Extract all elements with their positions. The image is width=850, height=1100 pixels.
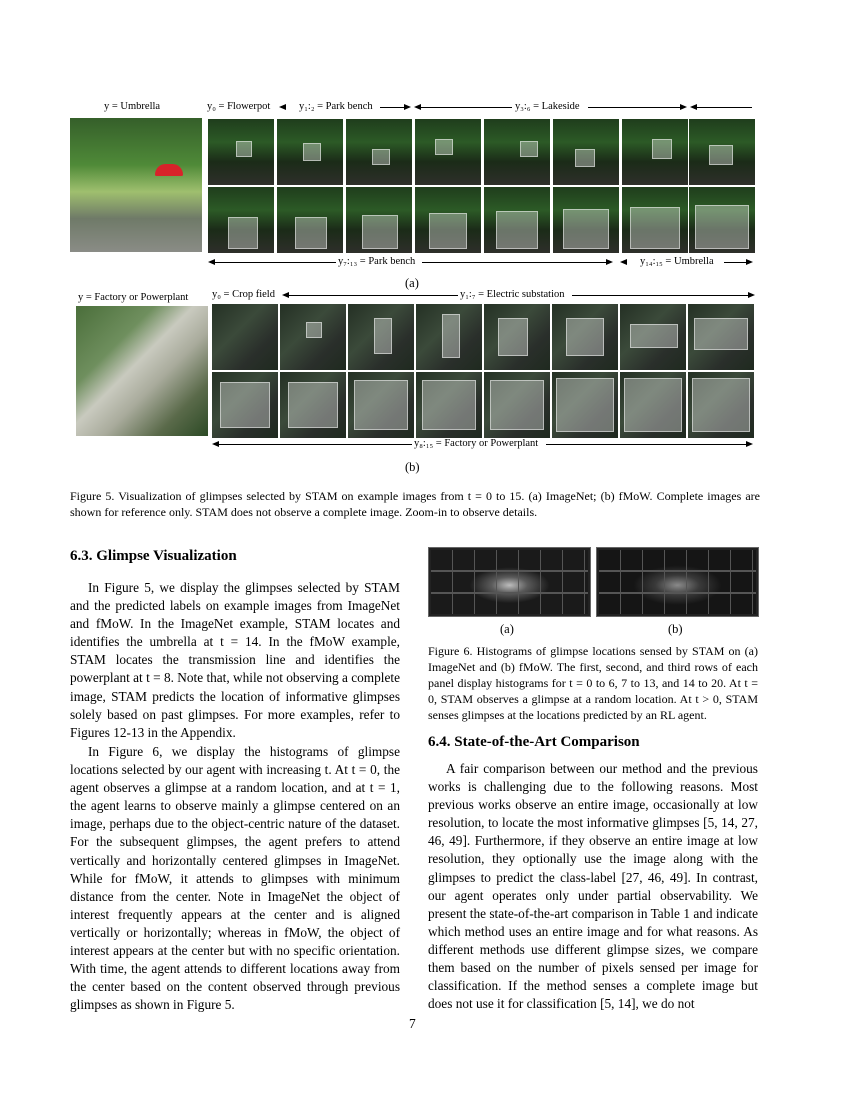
fig6a-grid bbox=[431, 550, 588, 614]
fig5a-label-y12: y₁:₂ = Park bench bbox=[299, 101, 373, 112]
glimpse-tile bbox=[208, 119, 274, 185]
glimpse-tile bbox=[484, 187, 550, 253]
fig5a-full-image bbox=[70, 118, 202, 252]
umbrella-shape bbox=[155, 164, 183, 176]
fig5a-label-y0: y₀ = Flowerpot bbox=[207, 101, 271, 112]
fig5a-sublabel: (a) bbox=[405, 276, 419, 290]
section-6-4-heading: 6.4. State-of-the-Art Comparison bbox=[428, 734, 640, 750]
fig6b-grid bbox=[599, 550, 756, 614]
glimpse-tile bbox=[415, 187, 481, 253]
fig5a-label-y1415: y₁₄:₁₅ = Umbrella bbox=[640, 256, 714, 267]
glimpse-tile bbox=[689, 187, 755, 253]
fig6-caption: Figure 6. Histograms of glimpse locations sensed by STAM on (a) ImageNet and (b) fMoW. The first, second, and third rows of each panel display histograms for t = 0 to 6, 7 to 13, and 14 to 20. At t = 0, STAM observes a glimpse at a random location. At t > 0, STAM senses glimpses at the locations predicted by an RL agent. bbox=[428, 644, 758, 722]
glimpse-tile bbox=[688, 372, 754, 438]
section-6-3-heading: 6.3. Glimpse Visualization bbox=[70, 548, 237, 564]
glimpse-tile bbox=[280, 304, 346, 370]
fig5b-label-y0: y₀ = Crop field bbox=[212, 289, 275, 300]
glimpse-tile bbox=[208, 187, 274, 253]
section-6-4-para-1: A fair comparison between our method and the previous works is challenging due to the following reasons. Most previous works observe an entire image, occasionally at low resolution, to locate the most informative glimpses [5, 14, 27, 46, 49]. Furthermore, if they observe an entire image at low resolution, they optionally use the image along with the glimpses to predict the class-label [27, 46, 49]. In contrast, our agent operates only under partial observability. We present the state-of-the-art comparison in Table 1 and indicate which method uses an entire image and for what reasons. As different methods use different glimpse sizes, we compare them based on the number of pixels sensed per image for classification. If the method senses a complete image but does not use it for classification [5, 14], we do not bbox=[428, 761, 758, 1012]
glimpse-tile bbox=[484, 119, 550, 185]
glimpse-tile bbox=[484, 304, 550, 370]
fig5b-sublabel: (b) bbox=[405, 460, 420, 474]
fig5b-full-label: y = Factory or Powerplant bbox=[78, 292, 189, 303]
fig6a-sublabel: (a) bbox=[500, 622, 514, 636]
glimpse-tile bbox=[622, 187, 688, 253]
glimpse-tile bbox=[416, 372, 482, 438]
glimpse-tile bbox=[348, 372, 414, 438]
section-6-3-para-1: In Figure 5, we display the glimpses selected by STAM and the predicted labels on example images from ImageNet and fMoW. In the ImageNet example, STAM locates and identifies the umbrella at t = 14. In the fMoW example, STAM locates the transmission line and identifies the powerplant at t = 8. Note that, while not observing a complete image, STAM predicts the location of informative glimpses solely based on past glimpses. For more examples, refer to Figures 12-13 in the Appendix. bbox=[70, 580, 400, 740]
fig5b-label-y815: y₈:₁₅ = Factory or Powerplant bbox=[414, 438, 539, 449]
fig5a-full-label: y = Umbrella bbox=[104, 101, 161, 112]
glimpse-tile bbox=[348, 304, 414, 370]
glimpse-tile bbox=[415, 119, 481, 185]
glimpse-tile bbox=[620, 304, 686, 370]
fig5b-full-image bbox=[76, 306, 208, 436]
glimpse-tile bbox=[277, 119, 343, 185]
fig5a-label-y36: y₃:₆ = Lakeside bbox=[515, 101, 580, 112]
glimpse-tile bbox=[622, 119, 688, 185]
fig5b-label-y17: y₁:₇ = Electric substation bbox=[460, 289, 565, 300]
glimpse-tile bbox=[346, 187, 412, 253]
glimpse-tile bbox=[416, 304, 482, 370]
glimpse-tile bbox=[620, 372, 686, 438]
glimpse-tile bbox=[280, 372, 346, 438]
page-number: 7 bbox=[409, 1016, 416, 1031]
glimpse-tile bbox=[688, 304, 754, 370]
glimpse-tile bbox=[346, 119, 412, 185]
glimpse-tile bbox=[552, 304, 618, 370]
fig5a-label-y713: y₇:₁₃ = Park bench bbox=[338, 256, 416, 267]
section-6-3-para-2: In Figure 6, we display the histograms of glimpse locations selected by our agent with increasing t. At t = 0, the agent observes a glimpse at a random location, and at t = 1, the agent learns to observe mainly a glimpse centered on an image, perhaps due to the object-centric nature of the dataset. For the subsequent glimpses, the agent prefers to attend vertically and horizontally centered glimpses in ImageNet. While for fMoW, it attends to glimpses with minimum distance from the center. Note in ImageNet the object of interest frequently appears at the center and is aligned vertically or horizontally; whereas in fMoW, the object of interest appears at the center but with no specific orientation. With time, the agent attends to different locations away from the center based on the content observed through previous glimpses as shown in Figure 5. bbox=[70, 744, 400, 1013]
fig5-caption: Figure 5. Visualization of glimpses selected by STAM on example images from t = 0 to 15. (a) ImageNet; (b) fMoW. Complete images are shown for reference only. STAM does not observe a complete image. Zoom-in to observe details. bbox=[70, 489, 760, 519]
fig6b-panel bbox=[596, 547, 759, 617]
glimpse-tile bbox=[484, 372, 550, 438]
glimpse-tile bbox=[689, 119, 755, 185]
glimpse-tile bbox=[212, 304, 278, 370]
glimpse-tile bbox=[553, 119, 619, 185]
fig6b-sublabel: (b) bbox=[668, 622, 683, 636]
glimpse-tile bbox=[553, 187, 619, 253]
glimpse-tile bbox=[212, 372, 278, 438]
glimpse-tile bbox=[552, 372, 618, 438]
glimpse-tile bbox=[277, 187, 343, 253]
fig6a-panel bbox=[428, 547, 591, 617]
